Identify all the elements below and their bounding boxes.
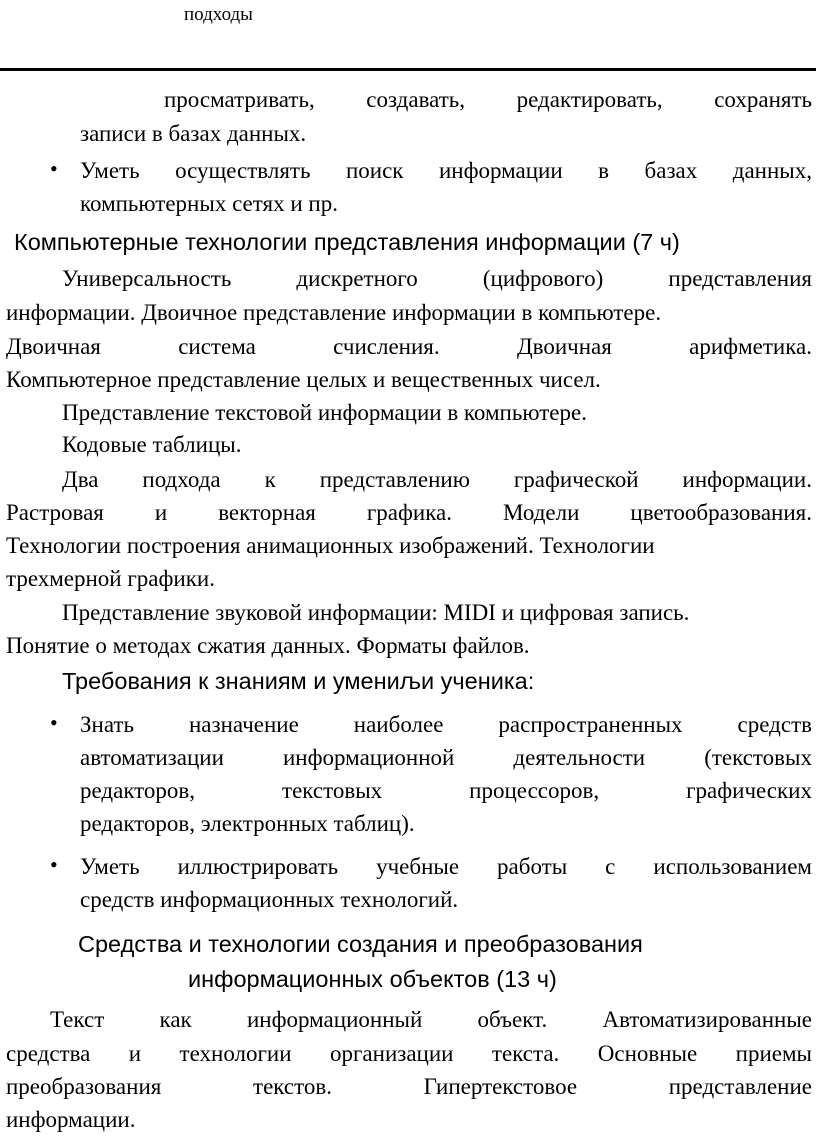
text-line: Уметь осуществлять поиск информации в базах данных, xyxy=(80,158,812,183)
section-heading: Компьютерные технологии представления информации (7 ч) xyxy=(14,229,680,255)
text-line: Кодовые таблицы. xyxy=(62,432,242,457)
bullet-icon: • xyxy=(50,852,58,877)
text-line: Представление звуковой информации: MIDI и цифровая запись. xyxy=(62,600,690,625)
text-line: Два подхода к представлению графической информации. xyxy=(62,467,812,492)
bullet-icon: • xyxy=(50,156,58,181)
text-line: трехмерной графики. xyxy=(6,566,215,591)
text-line: Универсальность дискретного (цифрового) представления xyxy=(62,266,812,291)
text-line: Технологии построения анимационных изображений. Технологии xyxy=(6,533,655,558)
text-line: Компьютерное представление целых и вещественных чисел. xyxy=(6,367,601,392)
text-line: Знать назначение наиболее распространенных средств xyxy=(80,712,812,737)
header-text: подходы xyxy=(184,4,253,25)
text-line: Растровая и векторная графика. Модели цветообразования. xyxy=(6,500,812,525)
text-line: информации. Двоичное представление информации в компьютере. xyxy=(6,300,662,325)
text-line: Текст как информационный объект. Автоматизированные xyxy=(50,1007,812,1032)
text-line: автоматизации информационной деятельности (текстовых xyxy=(80,745,812,770)
text-line: редакторов, электронных таблиц). xyxy=(80,811,415,836)
text-line: средства и технологии организации текста. Основные приемы xyxy=(6,1041,812,1066)
text-line: Представление текстовой информации в компьютере. xyxy=(62,400,587,425)
text-line: редакторов, текстовых процессоров, графических xyxy=(80,778,812,803)
bullet-icon: • xyxy=(50,710,58,735)
page-header xyxy=(0,0,816,71)
text-line: средств информационных технологий. xyxy=(80,887,459,912)
text-line: информации. xyxy=(6,1107,136,1132)
section-heading: информационных объектов (13 ч) xyxy=(188,966,557,992)
text-line: записи в базах данных. xyxy=(80,121,307,146)
text-line: Двоичная система счисления. Двоичная арифметика. xyxy=(6,334,812,359)
text-line: Понятие о методах сжатия данных. Форматы файлов. xyxy=(6,633,530,658)
text-line: преобразования текстов. Гипертекстовое представление xyxy=(6,1074,812,1099)
section-heading: Средства и технологии создания и преобразования xyxy=(78,931,643,957)
text-line: компьютерных сетях и пр. xyxy=(80,191,338,216)
section-heading: Требования к знаниям и умениљи ученика: xyxy=(62,668,535,694)
text-line: Уметь иллюстрировать учебные работы с использованием xyxy=(80,854,812,879)
text-line: просматривать, создавать, редактировать, сохранять xyxy=(164,87,812,112)
